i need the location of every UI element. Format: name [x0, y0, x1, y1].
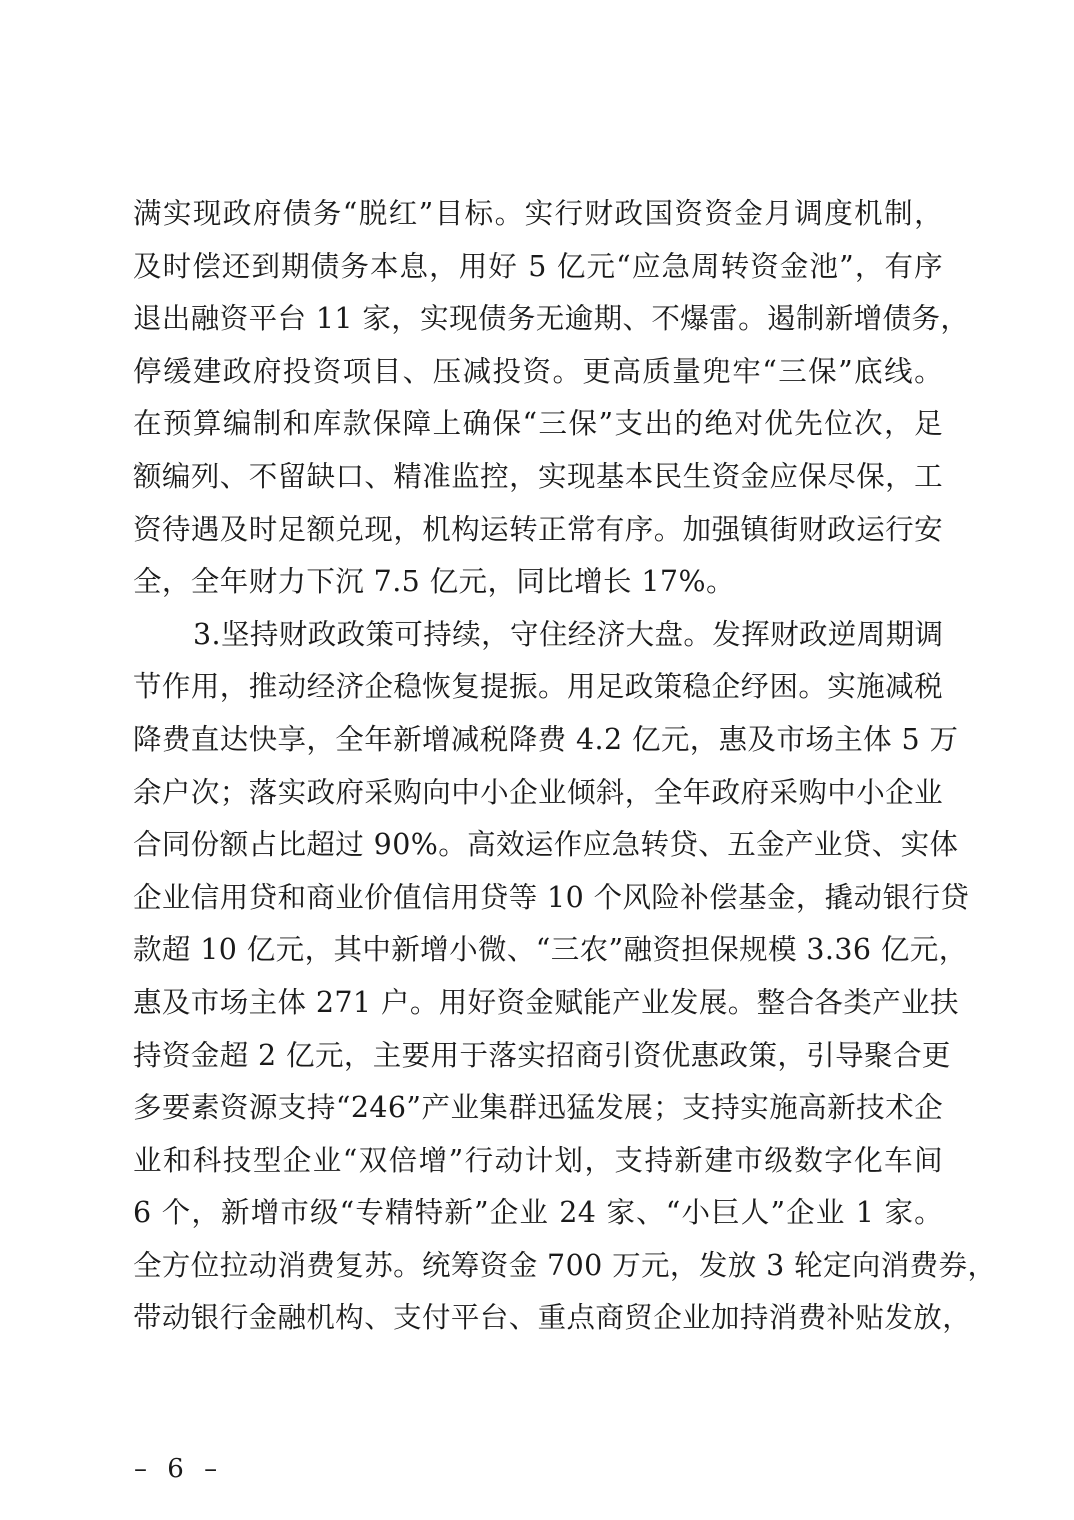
text-line: 合同份额占比超过 90%。高效运作应急转贷、五金产业贷、实体	[133, 828, 959, 862]
text-line: 持资金超 2 亿元，主要用于落实招商引资优惠政策，引导聚合更	[133, 1038, 951, 1072]
text-line: 全，全年财力下沉 7.5 亿元，同比增长 17%。	[133, 565, 735, 599]
text-line: 额编列、不留缺口、精准监控，实现基本民生资金应保尽保，工	[133, 459, 943, 493]
text-line: 业和科技型企业“双倍增”行动计划，支持新建市级数字化车间	[133, 1143, 943, 1177]
text-line: 节作用，推动经济企稳恢复提振。用足政策稳企纾困。实施减税	[133, 670, 943, 704]
text-line: 带动银行金融机构、支付平台、重点商贸企业加持消费补贴发放，	[133, 1301, 972, 1335]
text-line: 余户次；落实政府采购向中小企业倾斜，全年政府采购中小企业	[133, 775, 943, 809]
text-line: 企业信用贷和商业价值信用贷等 10 个风险补偿基金，撬动银行贷	[133, 880, 970, 914]
text-line: 满实现政府债务“脱红”目标。实行财政国资资金月调度机制，	[133, 197, 943, 230]
text-line: 停缓建政府投资项目、压减投资。更高质量兜牢“三保”底线。	[133, 354, 943, 388]
page-number: – 6 –	[134, 1454, 224, 1484]
text-line: 降费直达快享，全年新增减税降费 4.2 亿元，惠及市场主体 5 万	[133, 722, 959, 756]
text-line: 在预算编制和库款保障上确保“三保”支出的绝对优先位次，足	[133, 407, 943, 441]
text-line: 资待遇及时足额兑现，机构运转正常有序。加强镇街财政运行安	[133, 512, 943, 546]
text-line: 退出融资平台 11 家，实现债务无逾期、不爆雷。遏制新增债务，	[133, 302, 970, 336]
section-heading-line: 3.坚持财政政策可持续，守住经济大盘。发挥财政逆周期调	[193, 617, 944, 651]
text-line: 全方位拉动消费复苏。统筹资金 700 万元，发放 3 轮定向消费券，	[133, 1248, 997, 1282]
text-line: 款超 10 亿元，其中新增小微、“三农”融资担保规模 3.36 亿元，	[133, 933, 968, 967]
text-line: 多要素资源支持“246”产业集群迅猛发展；支持实施高新技术企	[133, 1091, 943, 1125]
text-line: 6 个，新增市级“专精特新”企业 24 家、“小巨人”企业 1 家。	[133, 1196, 943, 1230]
text-line: 及时偿还到期债务本息，用好 5 亿元“应急周转资金池”，有序	[133, 249, 943, 283]
text-line: 惠及市场主体 271 户。用好资金赋能产业发展。整合各类产业扶	[133, 985, 959, 1019]
body-text	[133, 188, 997, 1345]
